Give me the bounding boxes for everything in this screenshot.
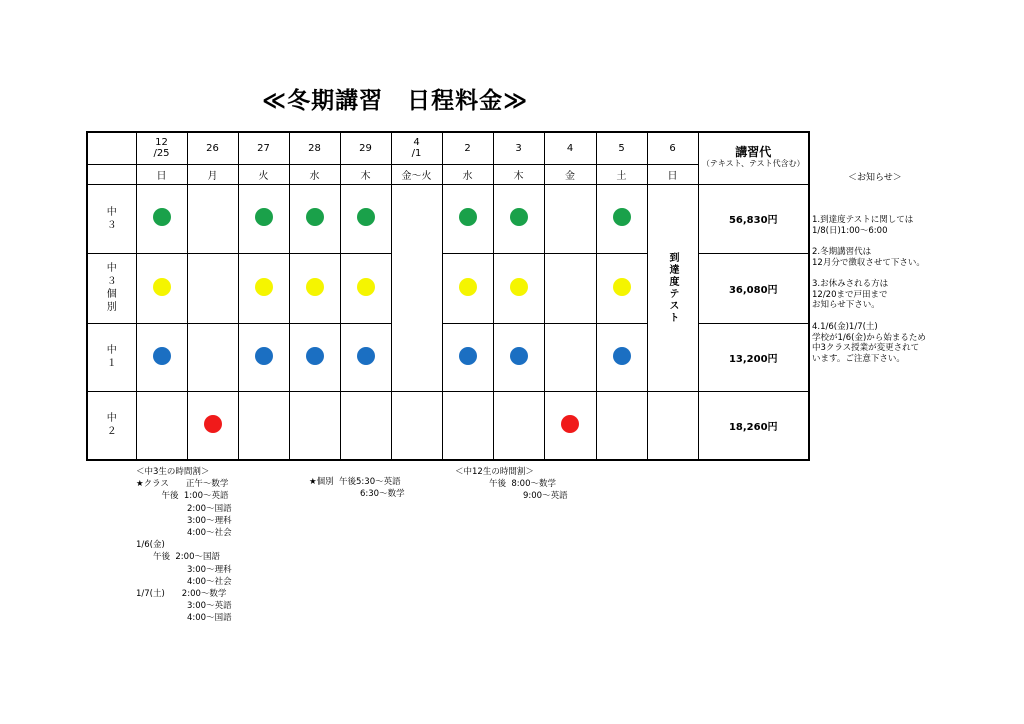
yellow-dot-icon: [306, 278, 324, 296]
weekday-cell: 日: [136, 164, 187, 184]
notice-item-3: 3.お休みされる方は 12/20まで戸田まで お知らせ下さい。: [812, 279, 889, 310]
schedule-cell: [187, 323, 238, 391]
grade-label: 中 ３: [87, 184, 136, 253]
schedule-cell: [442, 253, 493, 323]
green-dot-icon: [153, 208, 171, 226]
grade-label: 中 ３ 個 別: [87, 253, 136, 323]
schedule-cell: [289, 253, 340, 323]
weekday-cell: 月: [187, 164, 238, 184]
schedule-cell: [544, 184, 596, 253]
page-title: ≪冬期講習 日程料金≫: [262, 88, 529, 114]
weekday-cell: 水: [289, 164, 340, 184]
red-dot-icon: [561, 415, 579, 433]
weekday-cell: 土: [596, 164, 647, 184]
schedule-cell: [289, 391, 340, 460]
schedule-cell: [238, 253, 289, 323]
schedule-cell: [340, 391, 391, 460]
grade-label: 中 ２: [87, 391, 136, 460]
fee-header-main: 講習代: [735, 145, 772, 160]
schedule-cell: [238, 323, 289, 391]
weekday-cell: 水: [442, 164, 493, 184]
green-dot-icon: [306, 208, 324, 226]
test-label: 到達度テスト: [647, 184, 698, 391]
schedule-cell: [136, 253, 187, 323]
schedule-cell: [493, 253, 544, 323]
green-dot-icon: [357, 208, 375, 226]
schedule-cell: [238, 391, 289, 460]
schedule-cell: [442, 184, 493, 253]
blue-dot-icon: [153, 347, 171, 365]
notice-item-4: 4.1/6(金)1/7(土) 学校が1/6(金)から始まるため 中3クラス授業が変更されて います。ご注意下さい。: [812, 322, 926, 364]
schedule-cell: [442, 391, 493, 460]
schedule-cell: [187, 391, 238, 460]
schedule-cell: [136, 391, 187, 460]
schedule-cell: [493, 184, 544, 253]
schedule-cell: [544, 391, 596, 460]
date-cell: 26: [187, 132, 238, 164]
timetable-ch3: ＜中3生の時間割＞ ★クラス 正午～数学 午後 1:00～英語 2:00～国語 3:00～理科 4:00～社会 1/6(金) 午後 2:00～国語 3:00～理科 4:00～社会 1/7(土) 2:00～数学 3:00～英語 4:00～国語: [136, 467, 232, 624]
schedule-cell: [187, 253, 238, 323]
notice-item-1: 1.到達度テストに関しては 1/8(日)1:00～6:00: [812, 215, 914, 236]
yellow-dot-icon: [357, 278, 375, 296]
date-cell: 2: [442, 132, 493, 164]
timetable-kobetsu: ★個別 午後5:30～英語 6:30～数学: [309, 477, 405, 500]
schedule-cell: [596, 184, 647, 253]
yellow-dot-icon: [459, 278, 477, 296]
blue-dot-icon: [459, 347, 477, 365]
schedule-cell: [544, 253, 596, 323]
blue-dot-icon: [613, 347, 631, 365]
schedule-cell: [493, 391, 544, 460]
green-dot-icon: [510, 208, 528, 226]
schedule-cell: [136, 323, 187, 391]
weekday-cell: 木: [340, 164, 391, 184]
weekday-cell: 日: [647, 164, 698, 184]
corner-cell: [87, 164, 136, 184]
schedule-cell: [289, 323, 340, 391]
weekday-cell: 木: [493, 164, 544, 184]
weekday-cell: 金: [544, 164, 596, 184]
yellow-dot-icon: [613, 278, 631, 296]
yellow-dot-icon: [255, 278, 273, 296]
timetable-ch12: ＜中12生の時間割＞ 午後 8:00～数学 9:00～英語: [455, 467, 568, 502]
date-cell: 28: [289, 132, 340, 164]
price-cell: 36,080円: [698, 253, 809, 323]
date-cell: 27: [238, 132, 289, 164]
fee-header: [698, 132, 809, 184]
date-cell: 4 /1: [391, 132, 442, 164]
schedule-cell: [596, 323, 647, 391]
schedule-cell: [340, 184, 391, 253]
schedule-cell: [544, 323, 596, 391]
price-cell: 56,830円: [698, 184, 809, 253]
schedule-cell: [340, 323, 391, 391]
blue-dot-icon: [255, 347, 273, 365]
schedule-table: [86, 131, 810, 461]
date-cell: 6: [647, 132, 698, 164]
schedule-cell: [442, 323, 493, 391]
blue-dot-icon: [306, 347, 324, 365]
blue-dot-icon: [357, 347, 375, 365]
green-dot-icon: [459, 208, 477, 226]
corner-cell: [87, 132, 136, 164]
price-cell: 13,200円: [698, 323, 809, 391]
schedule-cell: [238, 184, 289, 253]
schedule-cell: [596, 253, 647, 323]
schedule-cell: [187, 184, 238, 253]
schedule-cell: [596, 391, 647, 460]
schedule-cell: [136, 184, 187, 253]
date-cell: 5: [596, 132, 647, 164]
notice-item-2: 2.冬期講習代は 12月分で徴収させて下さい。: [812, 247, 925, 268]
date-cell: 12 /25: [136, 132, 187, 164]
date-cell: 3: [493, 132, 544, 164]
grade-label: 中 １: [87, 323, 136, 391]
green-dot-icon: [255, 208, 273, 226]
price-cell: 18,260円: [698, 391, 809, 460]
blue-dot-icon: [510, 347, 528, 365]
date-cell: 29: [340, 132, 391, 164]
schedule-cell: [340, 253, 391, 323]
weekday-cell: 火: [238, 164, 289, 184]
weekday-cell: 金～火: [391, 164, 442, 184]
yellow-dot-icon: [153, 278, 171, 296]
date-cell: 4: [544, 132, 596, 164]
yellow-dot-icon: [510, 278, 528, 296]
fee-header-sub: （テキスト、テスト代含む）: [701, 159, 805, 169]
empty-cell: [647, 391, 698, 460]
red-dot-icon: [204, 415, 222, 433]
notice-title: ＜お知らせ＞: [848, 173, 902, 183]
schedule-cell: [493, 323, 544, 391]
empty-cell: [391, 391, 442, 460]
holiday-gap-cell: [391, 184, 442, 391]
schedule-cell: [289, 184, 340, 253]
green-dot-icon: [613, 208, 631, 226]
